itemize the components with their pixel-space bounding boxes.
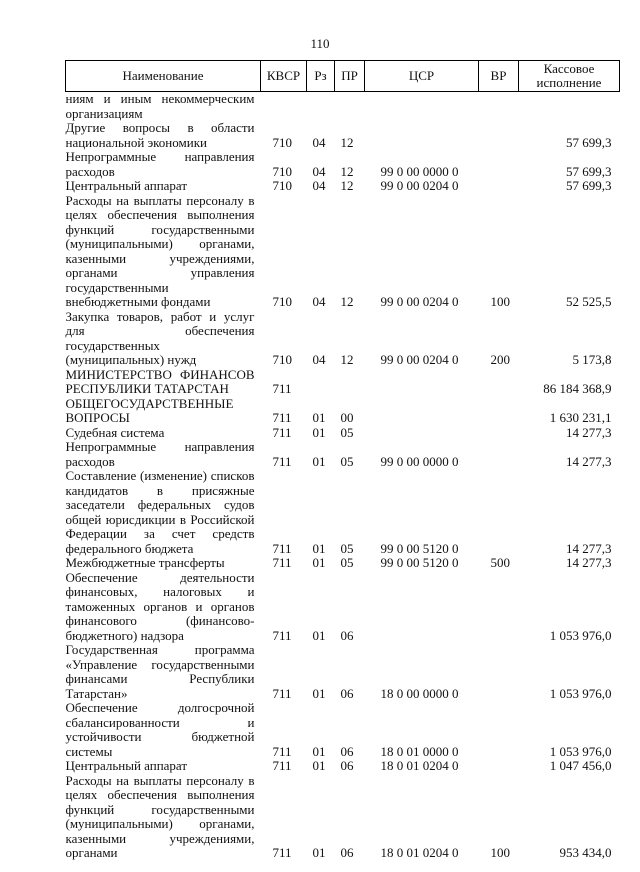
- cell-vr: [479, 469, 519, 556]
- cell-vr: [479, 179, 519, 194]
- cell-kvsr: 711: [272, 758, 292, 773]
- cell-kass: 86 184 368,9: [543, 381, 612, 396]
- cell-kass: 1 053 976,0: [549, 685, 612, 701]
- cell-kass: 1 053 976,0: [549, 743, 612, 759]
- cell-kass: 14 277,3: [566, 555, 612, 570]
- table-row: [66, 179, 620, 194]
- table-row: [66, 556, 620, 571]
- cell-pr: 06: [340, 845, 354, 860]
- cell-rz: 01: [312, 453, 326, 469]
- cell-rz: 01: [312, 410, 326, 425]
- header-kvsr: КВСР: [261, 61, 307, 92]
- cell-name: Обеспечение деятельности финансовых, налоговых и таможенных органов и органов финансового (финансово-бюджетного) надзора: [65, 569, 255, 643]
- cell-rz: 01: [312, 555, 326, 570]
- cell-pr: 12: [340, 178, 354, 193]
- cell-vr: [479, 397, 519, 426]
- cell-vr: [479, 643, 519, 701]
- page-number: 110: [310, 36, 330, 51]
- cell-vr: [479, 368, 519, 397]
- cell-kvsr: 711: [272, 540, 292, 556]
- cell-kvsr: 710: [272, 163, 292, 179]
- cell-vr: [479, 121, 519, 150]
- cell-name: Межбюджетные трансферты: [65, 555, 225, 570]
- cell-kass: 5 173,8: [572, 352, 612, 367]
- cell-name: Государственная программа «Управление государственными финансами Республики Татарстан»: [65, 642, 255, 701]
- cell-name: Судебная система: [65, 424, 165, 440]
- cell-csr: 99 0 00 0204 0: [380, 352, 459, 367]
- cell-name: Расходы на выплаты персоналу в целях обеспечения выполнения функций государственными (муниципальными) органами, казенными учреждениями, органами: [65, 772, 255, 860]
- cell-kass: 1 630 231,1: [549, 410, 612, 425]
- table-row: [66, 469, 620, 556]
- cell-csr: [365, 92, 479, 122]
- cell-pr: 12: [340, 352, 354, 367]
- cell-kass: 57 699,3: [566, 163, 612, 179]
- table-row: [66, 426, 620, 441]
- cell-csr: 18 0 01 0000 0: [380, 743, 459, 759]
- header-pr: ПР: [335, 61, 365, 92]
- cell-csr: [365, 368, 479, 397]
- cell-vr: 100: [490, 845, 510, 860]
- table-row: [66, 310, 620, 368]
- table-row: [66, 150, 620, 179]
- cell-vr: 500: [490, 555, 510, 570]
- cell-csr: 99 0 00 0000 0: [380, 453, 459, 469]
- header-csr: ЦСР: [365, 61, 479, 92]
- cell-csr: [365, 121, 479, 150]
- cell-csr: 99 0 00 0204 0: [380, 294, 459, 309]
- cell-csr: [365, 397, 479, 426]
- cell-rz: 01: [312, 424, 326, 440]
- cell-pr: [335, 92, 365, 122]
- cell-pr: 06: [340, 627, 354, 643]
- cell-csr: 99 0 00 5120 0: [380, 540, 459, 556]
- cell-kass: 52 525,5: [566, 294, 612, 309]
- cell-rz: 04: [312, 178, 326, 193]
- table-row: [66, 774, 620, 861]
- cell-pr: [335, 368, 365, 397]
- cell-vr: 100: [490, 294, 510, 309]
- cell-kass: [519, 92, 620, 122]
- cell-pr: 05: [340, 540, 354, 556]
- cell-rz: 01: [312, 540, 326, 556]
- cell-rz: 01: [312, 743, 326, 759]
- cell-kvsr: 710: [272, 178, 292, 193]
- cell-pr: 06: [340, 685, 354, 701]
- cell-csr: 99 0 00 0000 0: [380, 163, 459, 179]
- cell-kvsr: 711: [272, 453, 292, 469]
- budget-table: [65, 60, 620, 861]
- cell-kvsr: 711: [272, 381, 292, 396]
- table-row: [66, 759, 620, 774]
- table-row: [66, 440, 620, 469]
- cell-kass: 14 277,3: [566, 424, 612, 440]
- cell-rz: [307, 368, 335, 397]
- cell-rz: 01: [312, 627, 326, 643]
- cell-kvsr: 711: [272, 410, 292, 425]
- cell-kvsr: 711: [272, 743, 292, 759]
- cell-rz: 04: [312, 134, 326, 150]
- cell-vr: [479, 440, 519, 469]
- cell-name: ОБЩЕГОСУДАРСТВЕННЫЕ ВОПРОСЫ: [65, 395, 234, 425]
- cell-name: Обеспечение долгосрочной сбалансированности и устойчивости бюджетной системы: [65, 700, 255, 759]
- cell-name: Центральный аппарат: [65, 758, 188, 773]
- cell-pr: 06: [340, 743, 354, 759]
- cell-pr: 12: [340, 134, 354, 150]
- cell-name: Центральный аппарат: [65, 178, 188, 193]
- table-row: [66, 643, 620, 701]
- cell-vr: [479, 759, 519, 774]
- header-name: Наименование: [66, 61, 261, 92]
- cell-vr: 200: [490, 352, 510, 367]
- cell-csr: [365, 426, 479, 441]
- table-row: [66, 194, 620, 310]
- cell-kass: 57 699,3: [566, 134, 612, 150]
- cell-name: Расходы на выплаты персоналу в целях обеспечения выполнения функций государственными (муниципальными) органами, казенными учреждениями, органами управления государственными внебюджетными фондами: [65, 192, 255, 309]
- cell-rz: 01: [312, 758, 326, 773]
- cell-name: Составление (изменение) списков кандидатов в присяжные заседатели федеральных судов общей юрисдикции в Российской Федерации за счет средств федерального бюджета: [65, 468, 255, 556]
- cell-pr: 12: [340, 294, 354, 309]
- cell-rz: 04: [312, 163, 326, 179]
- table-row: [66, 701, 620, 759]
- cell-name: Непрограммные направления расходов: [65, 149, 255, 179]
- cell-kass: 953 434,0: [559, 845, 612, 860]
- cell-vr: [479, 701, 519, 759]
- cell-name: Закупка товаров, работ и услуг для обеспечения государственных (муниципальных) нужд: [65, 308, 255, 367]
- header-rz: Рз: [307, 61, 335, 92]
- cell-kass: 1 047 456,0: [549, 758, 612, 773]
- cell-kvsr: [261, 92, 307, 122]
- table-header-row: [66, 61, 620, 92]
- cell-rz: 04: [312, 294, 326, 309]
- cell-kass: 57 699,3: [566, 178, 612, 193]
- table-row: [66, 397, 620, 426]
- table-row: [66, 92, 620, 122]
- cell-name: Другие вопросы в области национальной экономики: [65, 120, 255, 150]
- cell-name: ниям и иным некоммерческим организациям: [65, 91, 255, 121]
- cell-pr: 05: [340, 424, 354, 440]
- cell-rz: 04: [312, 352, 326, 367]
- cell-name: МИНИСТЕРСТВО ФИНАНСОВ РЕСПУБЛИКИ ТАТАРСТАН: [65, 366, 255, 396]
- cell-kvsr: 711: [272, 685, 292, 701]
- cell-rz: [307, 92, 335, 122]
- cell-pr: 00: [340, 410, 354, 425]
- cell-pr: 06: [340, 758, 354, 773]
- cell-vr: [479, 571, 519, 644]
- table-row: [66, 571, 620, 644]
- header-vr: ВР: [479, 61, 519, 92]
- cell-pr: 05: [340, 453, 354, 469]
- cell-csr: 99 0 00 5120 0: [380, 555, 459, 570]
- cell-vr: [479, 426, 519, 441]
- cell-kass: 14 277,3: [566, 453, 612, 469]
- cell-csr: 99 0 00 0204 0: [380, 178, 459, 193]
- cell-csr: 18 0 01 0204 0: [380, 758, 459, 773]
- cell-csr: 18 0 00 0000 0: [380, 685, 459, 701]
- cell-kvsr: 711: [272, 555, 292, 570]
- cell-kvsr: 711: [272, 627, 292, 643]
- cell-kvsr: 711: [272, 845, 292, 860]
- header-kass: Кассовое исполнение: [519, 61, 620, 92]
- cell-kvsr: 710: [272, 294, 292, 309]
- cell-rz: 01: [312, 685, 326, 701]
- table-row: [66, 368, 620, 397]
- cell-csr: 18 0 01 0204 0: [380, 845, 459, 860]
- cell-vr: [479, 150, 519, 179]
- cell-kvsr: 711: [272, 424, 292, 440]
- cell-pr: 05: [340, 555, 354, 570]
- cell-kvsr: 710: [272, 134, 292, 150]
- cell-kass: 14 277,3: [566, 540, 612, 556]
- cell-kass: 1 053 976,0: [549, 627, 612, 643]
- cell-name: Непрограммные направления расходов: [65, 439, 255, 469]
- cell-rz: 01: [312, 845, 326, 860]
- cell-csr: [365, 571, 479, 644]
- cell-kvsr: 710: [272, 352, 292, 367]
- cell-vr: [479, 92, 519, 122]
- table-row: [66, 121, 620, 150]
- cell-pr: 12: [340, 163, 354, 179]
